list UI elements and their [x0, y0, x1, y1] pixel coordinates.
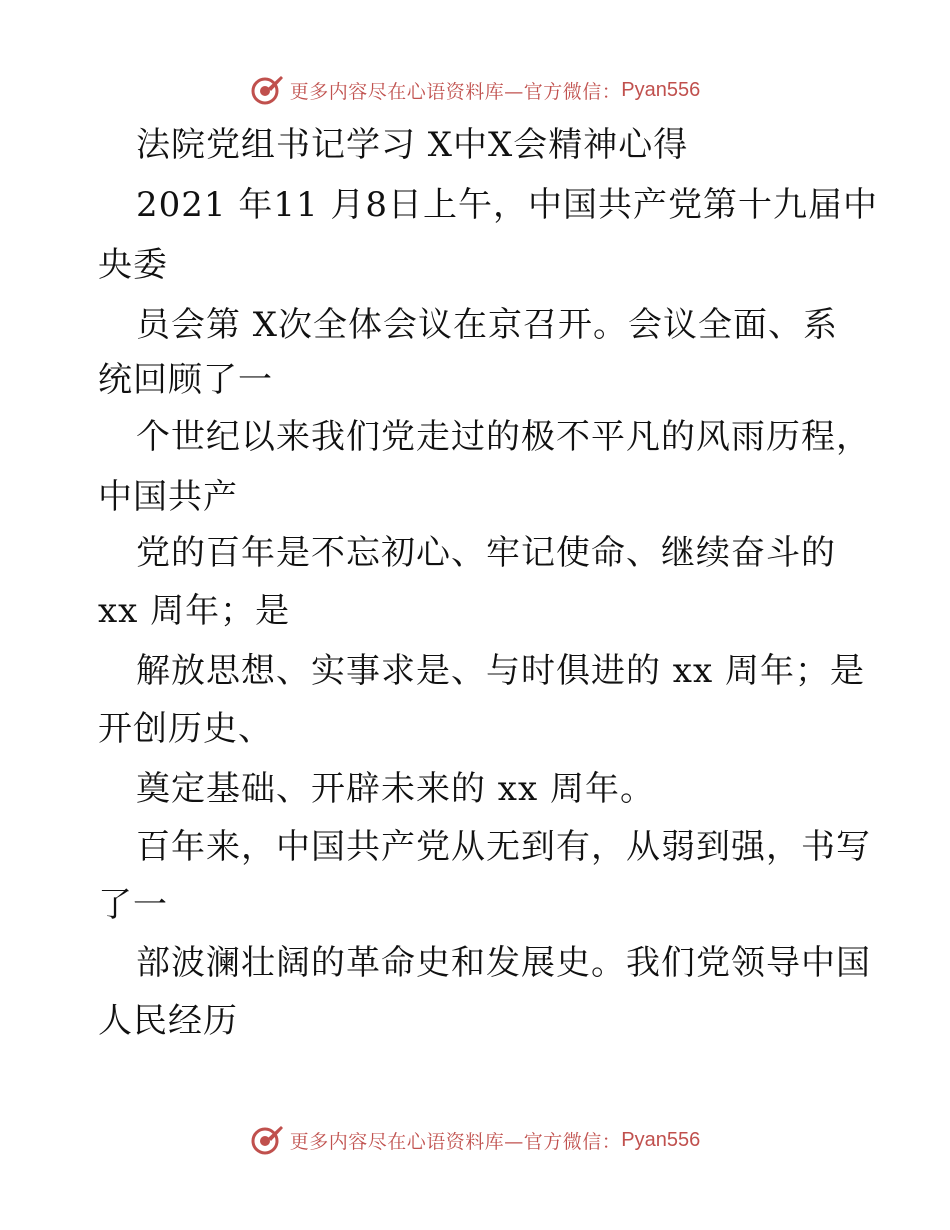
text-line: 人民经历 [98, 1001, 238, 1041]
text-line: 开创历史、 [98, 709, 273, 749]
banner-text: 更多内容尽在心语资料库—官方微信： [289, 1130, 622, 1153]
document-title: 法院党组书记学习 X中X会精神心得 [136, 125, 689, 165]
logo-icon [250, 1123, 284, 1157]
text-line: 央委 [98, 245, 168, 285]
logo-icon [250, 73, 284, 107]
text-line: 党的百年是不忘初心、牢记使命、继续奋斗的 [136, 533, 836, 573]
footer-watermark-banner [0, 1120, 950, 1160]
banner-wechat-id: Pyan556 [621, 1128, 701, 1151]
banner-wechat-id: Pyan556 [621, 78, 701, 101]
text-line: 解放思想、实事求是、与时俱进的 xx 周年；是 [136, 651, 865, 691]
text-line: 中国共产 [98, 477, 238, 517]
text-line: 部波澜壮阔的革命史和发展史。我们党领导中国 [136, 943, 871, 983]
text-line: 2021 年11 月8日上午，中国共产党第十九届中 [136, 185, 879, 225]
text-line: xx 周年；是 [98, 591, 291, 631]
text-line: 个世纪以来我们党走过的极不平凡的风雨历程， [136, 417, 871, 457]
text-line: 统回顾了一 [98, 360, 273, 400]
text-line: 奠定基础、开辟未来的 xx 周年。 [136, 769, 655, 809]
header-watermark-banner [0, 70, 950, 110]
text-line: 员会第 X次全体会议在京召开。会议全面、系 [136, 305, 839, 345]
text-line: 了一 [98, 885, 168, 925]
text-line: 百年来，中国共产党从无到有，从弱到强，书写 [136, 827, 871, 867]
banner-text: 更多内容尽在心语资料库—官方微信： [289, 80, 622, 103]
